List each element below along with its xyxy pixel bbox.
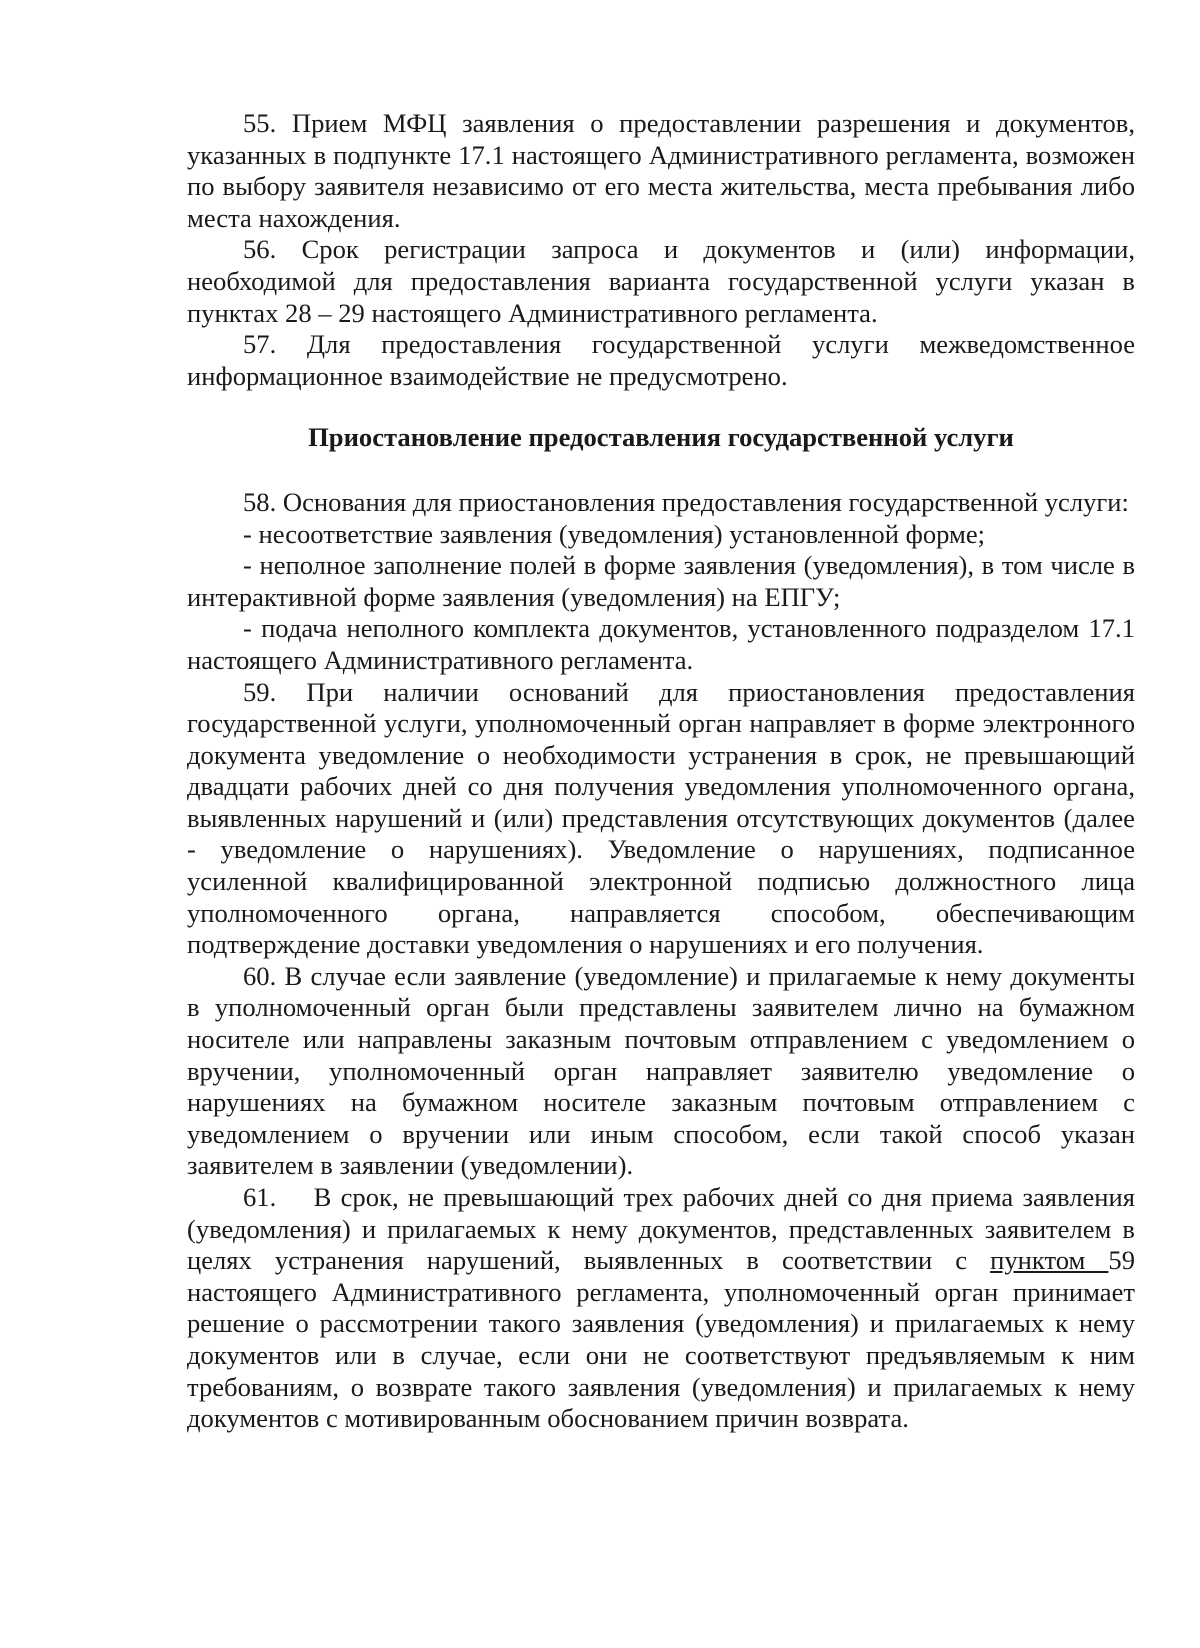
document-body: [187, 108, 1135, 1435]
cross-reference-link[interactable]: пунктом: [990, 1245, 1109, 1276]
paragraph-text: Прием МФЦ заявления о предоставлении разрешения и документов, указанных в подпункте 17.1 настоящего Административного регламента, возможен по выбору заявителя независимо от его места жительства, места пребывания либо места нахождения.: [187, 108, 1135, 233]
paragraph-60: [187, 961, 1135, 1182]
paragraph-number: 55.: [243, 108, 277, 138]
paragraph-59: [187, 677, 1135, 961]
paragraph-text: Срок регистрации запроса и документов и (или) информации, необходимой для предоставления варианта государственной услуги указан в пунктах 28 – 29 настоящего Административного регламента.: [187, 234, 1135, 328]
paragraph-number: 60.: [243, 960, 277, 991]
paragraph-number: 59.: [243, 676, 277, 707]
paragraph-61: [187, 1182, 1135, 1435]
paragraph-56: [187, 234, 1135, 329]
paragraph-text: 59 настоящего Административного регламента, уполномоченный орган принимает решение о рассмотрении такого заявления (уведомления) и прилагаемых к нему документов или в случае, если они не соответствуют предъявляемым к ним требованиям, о возврате такого заявления (уведомления) и прилагаемых к нему документов с мотивированным обоснованием причин возврата.: [187, 1245, 1135, 1434]
section-heading: Приостановление предоставления государственной услуги: [308, 422, 1014, 453]
paragraph-text: Для предоставления государственной услуги межведомственное информационное взаимодействие не предусмотрено.: [187, 329, 1136, 391]
paragraph-text: В срок, не превышающий трех рабочих дней со дня приема заявления (уведомления) и прилагаемых к нему документов, представленных заявителем в целях устранения нарушений, выявленных в соответствии с: [187, 1182, 1135, 1276]
paragraph-text: При наличии оснований для приостановления предоставления государственной услуги, уполномоченный орган направляет в форме электронного документа уведомление о необходимости устранения в срок, не превышающий двадцати рабочих дней со дня получения уведомления уполномоченного органа, выявленных нарушений и (или) представления отсутствующих документов (далее - уведомление о нарушениях). Уведомление о нарушениях, подписанное усиленной квалифицированной электронной подписью должностного лица уполномоченного органа, направляется способом, обеспечивающим подтверждение доставки уведомления о нарушениях и его получения.: [187, 676, 1135, 960]
paragraph-58: [187, 487, 1135, 519]
paragraph-text: В случае если заявление (уведомление) и прилагаемые к нему документы в уполномоченный орган были представлены заявителем лично на бумажном носителе или направлены заказным почтовым отправлением с уведомлением о вручении, уполномоченный орган направляет заявителю уведомление о нарушениях на бумажном носителе заказным почтовым отправлением с уведомлением о вручении или иным способом, если такой способ указан заявителем в заявлении (уведомлении).: [187, 960, 1135, 1181]
paragraph-55: [187, 108, 1135, 234]
paragraph-57: [187, 329, 1135, 392]
paragraph-number: 58.: [243, 486, 277, 517]
paragraph-number: 56.: [243, 234, 277, 265]
list-item: - подача неполного комплекта документов, установленного подразделом 17.1 настоящего Административного регламента.: [187, 613, 1135, 675]
paragraph-text: Основания для приостановления предоставления государственной услуги:: [282, 486, 1129, 517]
paragraph-number: 61.: [243, 1182, 277, 1212]
list-item: - неполное заполнение полей в форме заявления (уведомления), в том числе в интерактивной форме заявления (уведомления) на ЕПГУ;: [187, 550, 1135, 612]
paragraph-number: 57.: [243, 329, 277, 360]
list-item: - несоответствие заявления (уведомления) установленной форме;: [243, 518, 986, 549]
